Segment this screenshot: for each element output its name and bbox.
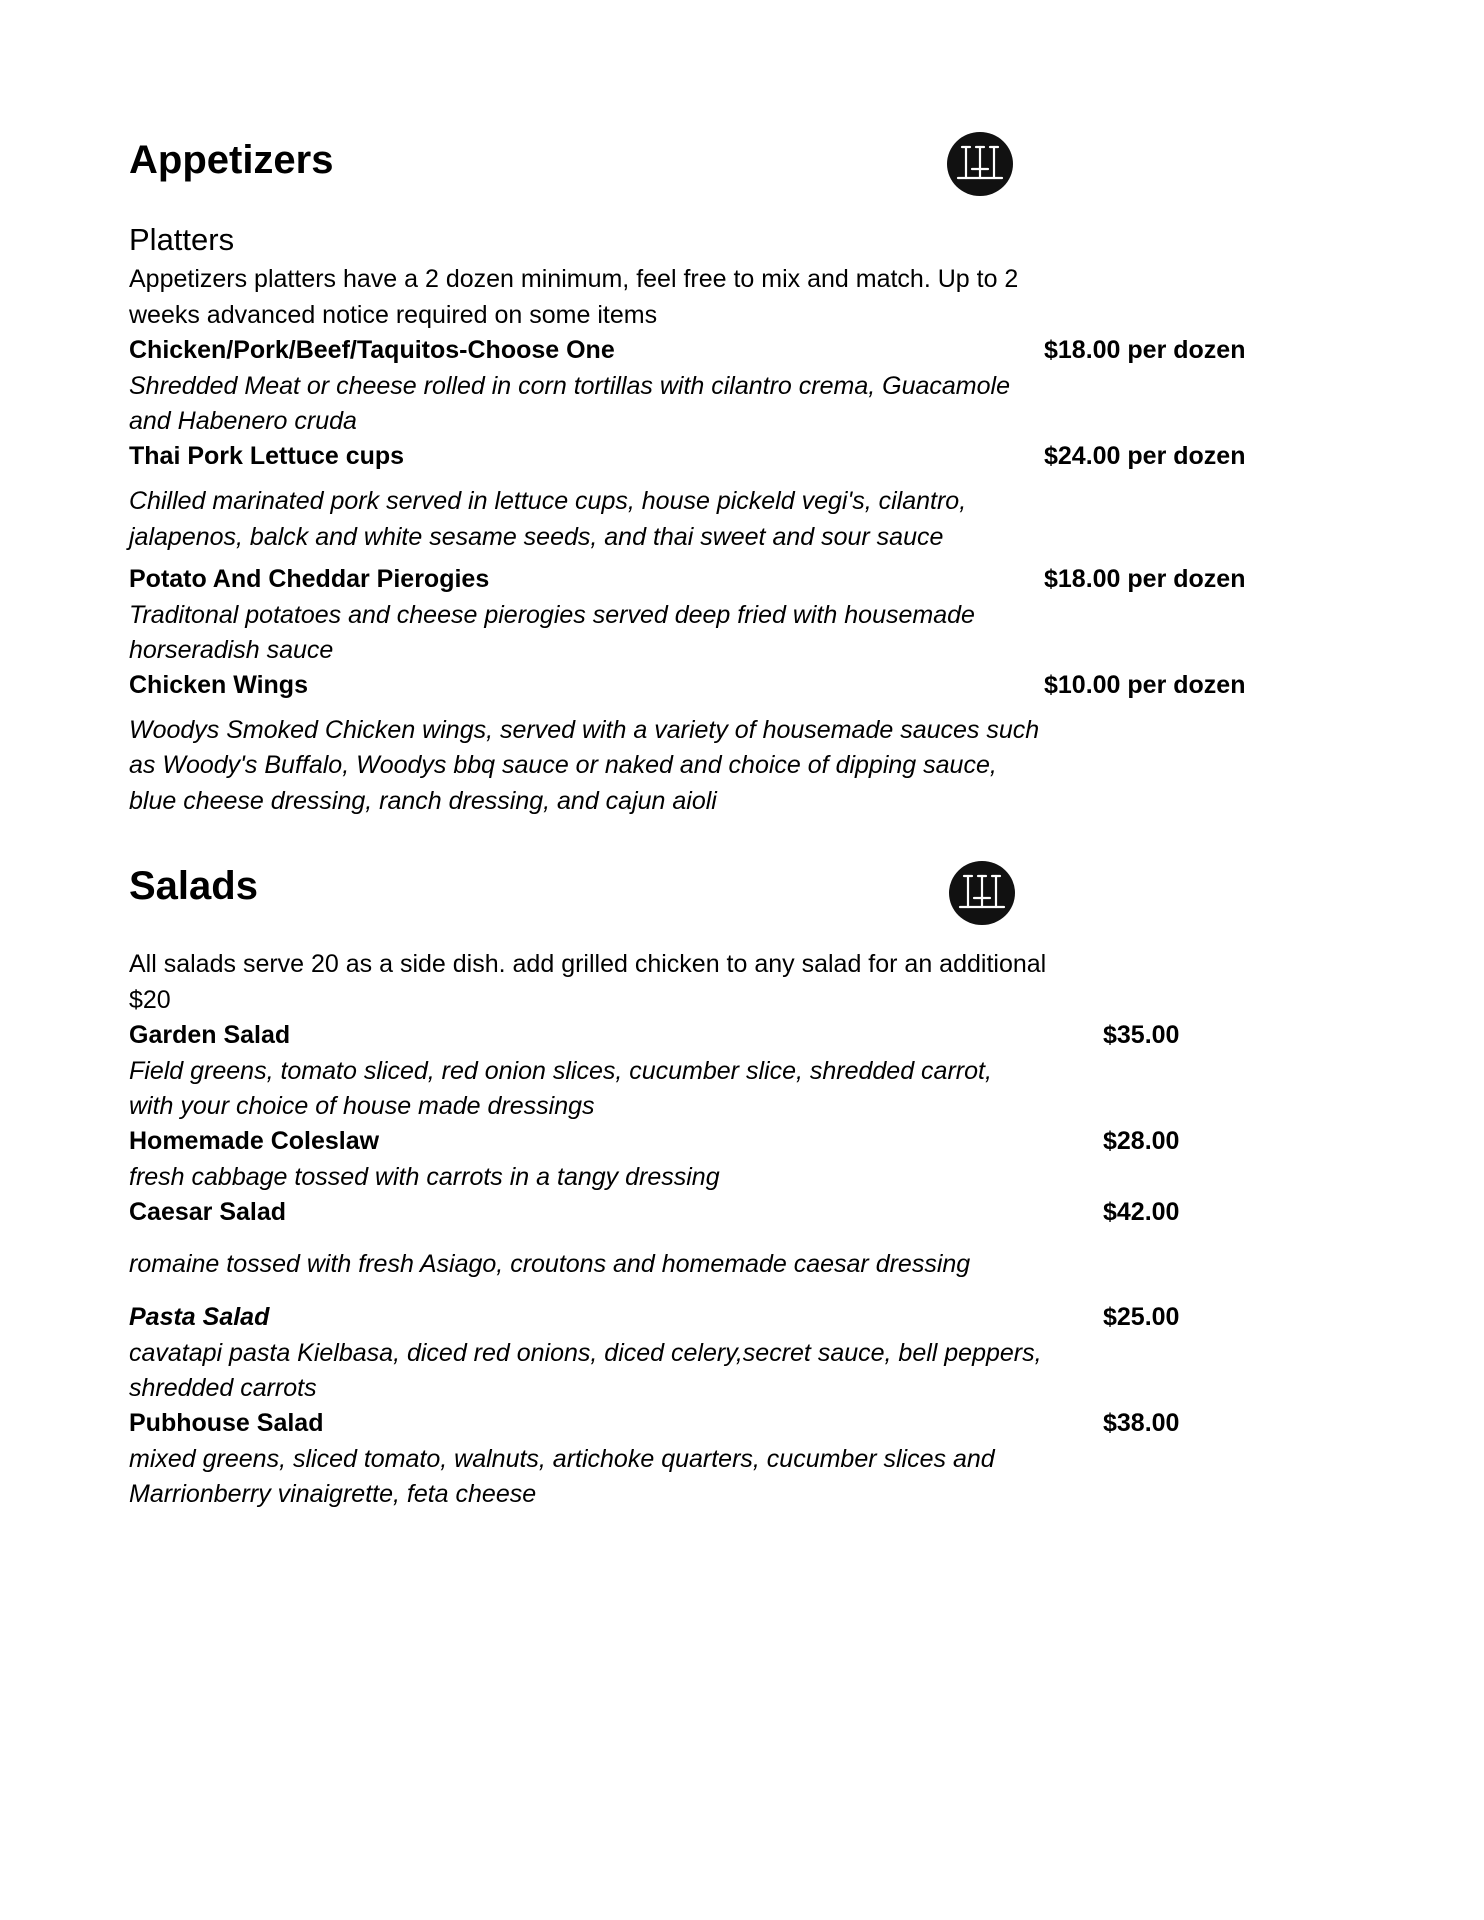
menu-item-description: Marrionberry vinaigrette, feta cheese [129,1480,537,1508]
salads-intro-line: $20 [129,986,171,1014]
appetizers-intro-line: Appetizers platters have a 2 dozen minimum, feel free to mix and match. Up to 2 [129,265,1019,293]
menu-item-price: $18.00 per dozen [1044,336,1246,364]
menu-item-description: mixed greens, sliced tomato, walnuts, artichoke quarters, cucumber slices and [129,1445,995,1473]
menu-item-price: $25.00 [1103,1303,1180,1331]
menu-item-name: Chicken/Pork/Beef/Taquitos-Choose One [129,336,615,364]
menu-item-description: fresh cabbage tossed with carrots in a tangy dressing [129,1163,720,1191]
menu-item-name: Homemade Coleslaw [129,1127,380,1155]
salads-intro-line: All salads serve 20 as a side dish. add grilled chicken to any salad for an additional [129,950,1047,978]
salads-heading: Salads [129,864,258,908]
menu-item-description: romaine tossed with fresh Asiago, croutons and homemade caesar dressing [129,1250,971,1278]
menu-item-name: Thai Pork Lettuce cups [129,442,405,470]
menu-item-description: blue cheese dressing, ranch dressing, and cajun aioli [129,787,717,815]
menu-item-name: Caesar Salad [129,1198,287,1226]
menu-item-price: $38.00 [1103,1409,1180,1437]
menu-item-description: Field greens, tomato sliced, red onion slices, cucumber slice, shredded carrot, [129,1057,992,1085]
menu-item-description: and Habenero cruda [129,407,357,435]
menu-item-price: $35.00 [1103,1021,1180,1049]
appetizers-heading: Appetizers [129,138,334,182]
menu-item-description: Woodys Smoked Chicken wings, served with a variety of housemade sauces such [129,716,1040,744]
menu-item-price: $42.00 [1103,1198,1180,1226]
menu-item-name: Pasta Salad [129,1303,270,1331]
menu-item-price: $24.00 per dozen [1044,442,1246,470]
restaurant-logo-icon [948,860,1016,926]
menu-item-name: Potato And Cheddar Pierogies [129,565,490,593]
menu-item-price: $28.00 [1103,1127,1180,1155]
menu-item-description: shredded carrots [129,1374,317,1402]
appetizers-intro-line: weeks advanced notice required on some items [129,301,658,329]
menu-item-description: with your choice of house made dressings [129,1092,595,1120]
platters-subtitle: Platters [129,222,235,257]
menu-item-description: as Woody's Buffalo, Woodys bbq sauce or naked and choice of dipping sauce, [129,751,997,779]
menu-item-name: Pubhouse Salad [129,1409,324,1437]
menu-item-price: $18.00 per dozen [1044,565,1246,593]
menu-item-description: Shredded Meat or cheese rolled in corn tortillas with cilantro crema, Guacamole [129,372,1010,400]
menu-item-price: $10.00 per dozen [1044,671,1246,699]
menu-item-description: Chilled marinated pork served in lettuce cups, house pickeld vegi's, cilantro, [129,487,967,515]
menu-item-description: horseradish sauce [129,636,334,664]
menu-item-description: cavatapi pasta Kielbasa, diced red onions, diced celery,secret sauce, bell peppers, [129,1339,1042,1367]
menu-item-name: Chicken Wings [129,671,308,699]
restaurant-logo-icon [946,131,1014,197]
menu-item-description: Traditonal potatoes and cheese pierogies served deep fried with housemade [129,601,975,629]
menu-item-description: jalapenos, balck and white sesame seeds, and thai sweet and sour sauce [129,523,944,551]
menu-item-name: Garden Salad [129,1021,291,1049]
